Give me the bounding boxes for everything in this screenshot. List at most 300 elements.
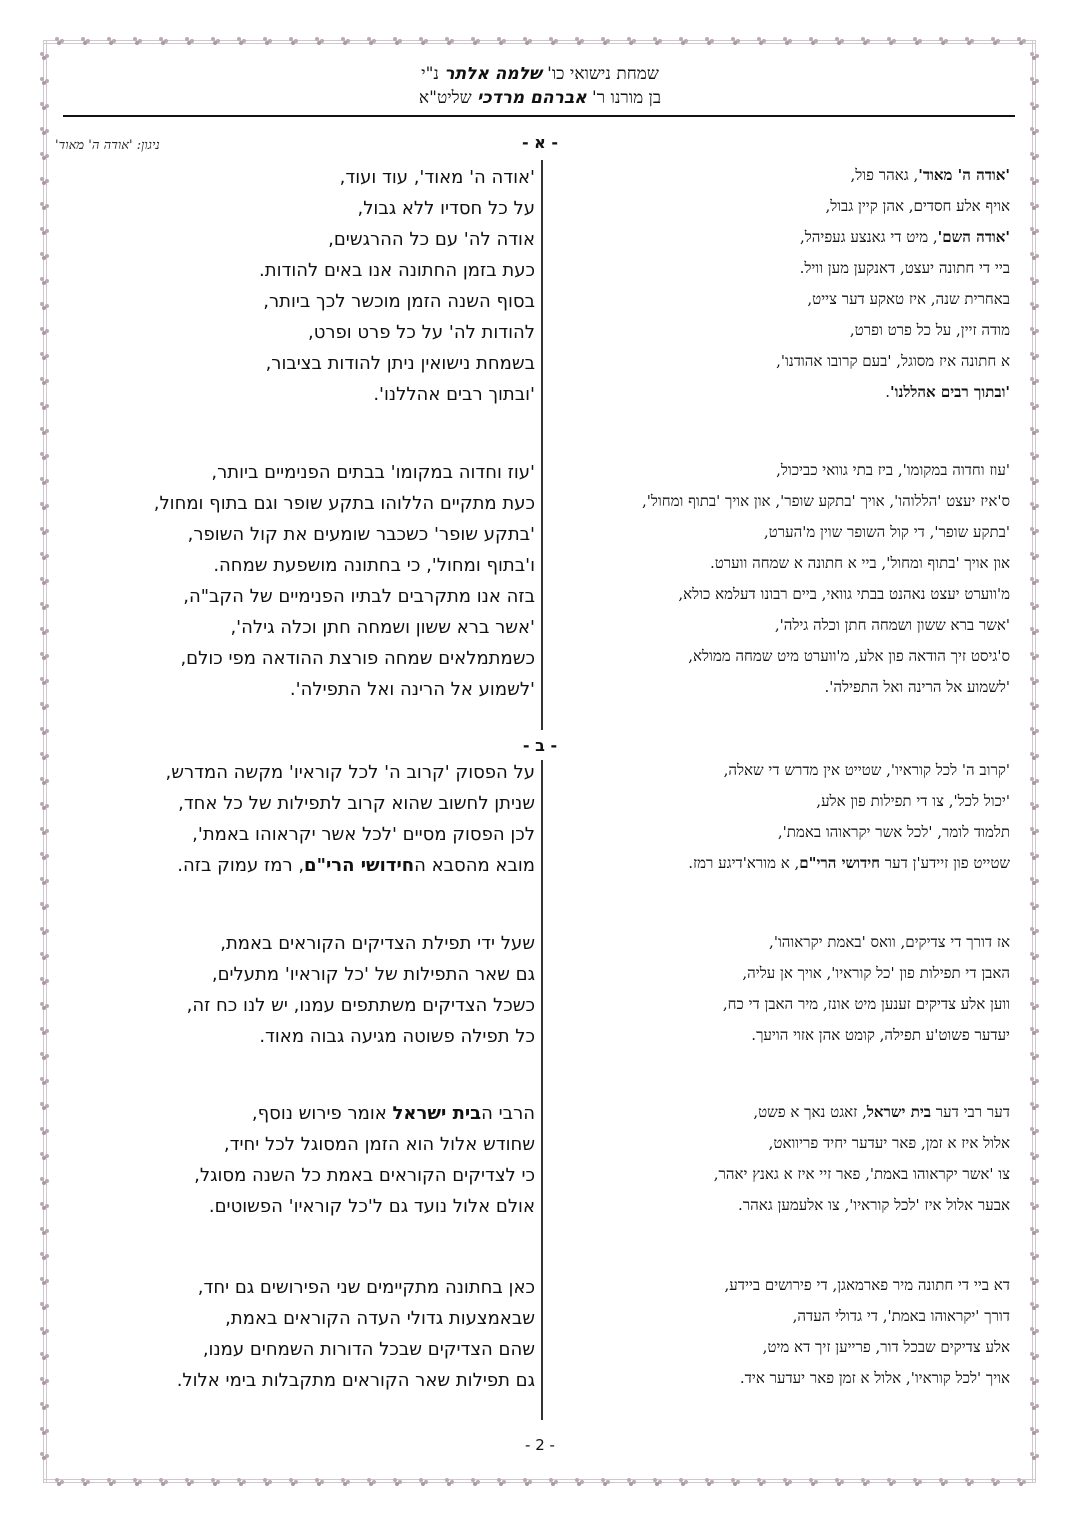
ornament-icon bbox=[1030, 1127, 1039, 1135]
line-text: מ'ווערט יעצט נאהנט בבתי גוואי, ביים רבונו דעלמא כולא, bbox=[678, 585, 1010, 603]
yiddish-stanza-4 bbox=[540, 927, 1010, 1051]
ornament-icon bbox=[939, 1478, 948, 1486]
ornament-icon bbox=[1030, 902, 1039, 910]
ornament-icon bbox=[1017, 1478, 1026, 1486]
line-text: שניתן לחשוב שהוא קרוב לתפילות של כל אחד, bbox=[178, 793, 535, 814]
ornament-icon bbox=[40, 1327, 49, 1335]
ornament-icon bbox=[40, 177, 49, 185]
ornament-icon bbox=[1030, 602, 1039, 610]
yiddish-line bbox=[540, 548, 1010, 579]
ornament-icon bbox=[185, 37, 194, 45]
line-text: אז דורך די צדיקים, וואס 'באמת יקראוהו', bbox=[769, 933, 1010, 951]
ornament-icon bbox=[1030, 1352, 1039, 1360]
ornament-icon bbox=[40, 502, 49, 510]
ornament-icon bbox=[159, 37, 168, 45]
ornament-icon bbox=[263, 1478, 272, 1486]
line-text: אויף אלע חסדים, אהן קיין גבול, bbox=[825, 197, 1010, 215]
ornament-icon bbox=[40, 852, 49, 860]
yiddish-line bbox=[540, 958, 1010, 989]
line-text: אומר פירוש נוסף, bbox=[251, 1103, 393, 1124]
ornament-icon bbox=[1030, 102, 1039, 110]
ornament-icon bbox=[549, 1478, 558, 1486]
ornament-icon bbox=[1030, 1302, 1039, 1310]
yiddish-line bbox=[540, 786, 1010, 817]
ornament-icon bbox=[1030, 277, 1039, 285]
ornament-icon bbox=[575, 1478, 584, 1486]
line-text: האבן די תפילות פון 'כל קוראיו', אויך אן עליה, bbox=[742, 964, 1010, 982]
yiddish-line bbox=[540, 1332, 1010, 1363]
ornament-icon bbox=[40, 1252, 49, 1260]
line-text: 'יכול לכל', צו די תפילות פון אלע, bbox=[816, 792, 1010, 810]
yiddish-stanza-5 bbox=[540, 1097, 1010, 1221]
hebrew-line: כעת מתקיים הללוהו בתקע שופר וגם בתוף ומחול, bbox=[153, 493, 535, 514]
ornament-icon bbox=[40, 252, 49, 260]
ornament-icon bbox=[40, 227, 49, 235]
hebrew-stanza-5 bbox=[55, 1098, 535, 1222]
line-text: אויך 'לכל קוראיו', אלול א זמן פאר יעדער איד. bbox=[739, 1369, 1010, 1387]
ornament-icon bbox=[1030, 502, 1039, 510]
ornament-icon bbox=[965, 1478, 974, 1486]
section-marker-alef: - א - bbox=[521, 133, 559, 152]
line-text: ביי די חתונה יעצט, דאנקען מען וויל. bbox=[799, 259, 1010, 277]
hebrew-line: כל תפילה פשוטה מגיעה גבוה מאוד. bbox=[259, 1026, 535, 1047]
ornament-icon bbox=[1030, 1277, 1039, 1285]
ornament-icon bbox=[1030, 827, 1039, 835]
line-text: לכן הפסוק מסיים 'לכל אשר יקראוהו באמת', bbox=[192, 824, 535, 845]
ornament-icon bbox=[393, 1478, 402, 1486]
ornament-icon bbox=[445, 37, 454, 45]
yiddish-line bbox=[540, 455, 1010, 486]
line-text: . bbox=[885, 383, 891, 401]
ornament-icon bbox=[40, 952, 49, 960]
hebrew-stanza-1 bbox=[55, 162, 535, 410]
line-text: , א מורא'דיגע רמז. bbox=[688, 854, 800, 872]
line-text: יעדער פשוט'ע תפילה, קומט אהן אזוי הויעך. bbox=[751, 1026, 1010, 1044]
header-line-1-prefix: שמחת נישואי כו' bbox=[541, 64, 659, 84]
yiddish-line bbox=[540, 579, 1010, 610]
ornament-icon bbox=[40, 802, 49, 810]
ornament-icon bbox=[705, 1478, 714, 1486]
page-number: - 2 - bbox=[525, 1436, 555, 1454]
yiddish-line bbox=[540, 672, 1010, 703]
ornament-icon bbox=[653, 37, 662, 45]
ornament-icon bbox=[1030, 77, 1039, 85]
hebrew-line: שהם הצדיקים שבכל הדורות השמחים עמנו, bbox=[202, 1339, 535, 1360]
header-line-2-prefix: בן מורנו ר' bbox=[586, 88, 662, 108]
ornament-icon bbox=[40, 552, 49, 560]
ornament-icon bbox=[40, 927, 49, 935]
ornament-icon bbox=[1030, 702, 1039, 710]
ornament-icon bbox=[1030, 852, 1039, 860]
ornament-icon bbox=[471, 1478, 480, 1486]
hebrew-line: שבאמצעות גדולי העדה הקוראים באמת, bbox=[225, 1308, 535, 1329]
header-divider-rule bbox=[63, 115, 1015, 117]
bold-emphasis: חידושי הרי"ם bbox=[799, 854, 881, 872]
yiddish-line bbox=[540, 222, 1010, 253]
ornament-icon bbox=[1030, 1027, 1039, 1035]
hebrew-line: בשמחת נישואין ניתן להודות בציבור, bbox=[265, 353, 535, 374]
yiddish-line bbox=[540, 848, 1010, 879]
yiddish-line bbox=[540, 253, 1010, 284]
ornament-icon bbox=[445, 1478, 454, 1486]
ornament-icon bbox=[1030, 577, 1039, 585]
ornament-icon bbox=[237, 1478, 246, 1486]
ornament-icon bbox=[497, 37, 506, 45]
ornament-icon bbox=[1030, 1227, 1039, 1235]
hebrew-line: כשמתמלאים שמחה פורצת ההודאה מפי כולם, bbox=[180, 648, 535, 669]
hebrew-stanza-3 bbox=[55, 757, 535, 881]
hebrew-line: כשכל הצדיקים משתתפים עמנו, יש לנו כח זה, bbox=[186, 995, 535, 1016]
ornament-icon bbox=[1030, 1177, 1039, 1185]
ornament-icon bbox=[835, 1478, 844, 1486]
ornament-icon bbox=[237, 37, 246, 45]
ornament-icon bbox=[497, 1478, 506, 1486]
hebrew-line: על כל חסדיו ללא גבול, bbox=[357, 198, 535, 219]
bold-emphasis: 'אודה ה' מאוד' bbox=[918, 166, 1010, 184]
ornament-icon bbox=[887, 1478, 896, 1486]
ornament-icon bbox=[107, 1478, 116, 1486]
hebrew-line bbox=[55, 1098, 535, 1129]
yiddish-line bbox=[540, 1190, 1010, 1221]
ornament-icon bbox=[575, 37, 584, 45]
hebrew-line: 'אשר ברא ששון ושמחה חתן וכלה גילה', bbox=[230, 617, 535, 638]
ornament-icon bbox=[40, 652, 49, 660]
yiddish-line bbox=[540, 641, 1010, 672]
yiddish-line bbox=[540, 1270, 1010, 1301]
ornament-icon bbox=[341, 1478, 350, 1486]
ornament-icon bbox=[159, 1478, 168, 1486]
hebrew-line: כאן בחתונה מתקיימים שני הפירושים גם יחד, bbox=[197, 1277, 535, 1298]
hebrew-line bbox=[55, 757, 535, 788]
yiddish-line bbox=[540, 755, 1010, 786]
line-text: ס'גיסט זיך הודאה פון אלע, מ'ווערט מיט שמחה ממולא, bbox=[688, 647, 1010, 665]
ornament-icon bbox=[40, 702, 49, 710]
hebrew-line: בזה אנו מתקרבים לבתיו הפנימיים של הקב"ה, bbox=[183, 586, 535, 607]
ornament-icon bbox=[40, 77, 49, 85]
ornament-icon bbox=[757, 37, 766, 45]
line-text: , רמז עמוק בזה. bbox=[177, 855, 305, 876]
ornament-icon bbox=[1030, 352, 1039, 360]
ornament-icon bbox=[1030, 377, 1039, 385]
ornament-icon bbox=[1030, 477, 1039, 485]
ornament-icon bbox=[40, 527, 49, 535]
header-line-2 bbox=[60, 86, 1020, 110]
bold-emphasis: בית ישראל bbox=[392, 1103, 482, 1124]
ornament-icon bbox=[1030, 527, 1039, 535]
yiddish-stanza-3 bbox=[540, 755, 1010, 879]
line-text: אולם אלול נועד גם ל'כל קוראיו' הפשוטים. bbox=[208, 1196, 535, 1217]
hebrew-line: 'אודה ה' מאוד', עוד ועוד, bbox=[339, 167, 535, 188]
ornament-icon bbox=[1030, 802, 1039, 810]
line-text: 'קרוב ה' לכל קוראיו', שטייט אין מדרש די שאלה, bbox=[723, 761, 1010, 779]
ornament-icon bbox=[1030, 1152, 1039, 1160]
line-text: 'אשר ברא ששון ושמחה חתן וכלה גילה', bbox=[774, 616, 1010, 634]
ornament-icon bbox=[40, 1427, 49, 1435]
ornament-icon bbox=[1030, 202, 1039, 210]
hebrew-line: גם תפילות שאר הקוראים מתקבלות בימי אלול. bbox=[176, 1370, 535, 1391]
ornament-icon bbox=[40, 777, 49, 785]
yiddish-line bbox=[540, 610, 1010, 641]
ornament-icon bbox=[341, 37, 350, 45]
ornament-icon bbox=[627, 37, 636, 45]
ornament-icon bbox=[1030, 302, 1039, 310]
line-text: 'בתקע שופר', די קול השופר שוין מ'הערט, bbox=[763, 523, 1010, 541]
ornament-icon bbox=[1017, 37, 1026, 45]
ornament-icon bbox=[939, 37, 948, 45]
line-text: מובא מהסבא ה bbox=[414, 855, 535, 876]
ornament-icon bbox=[40, 1402, 49, 1410]
yiddish-line bbox=[540, 377, 1010, 408]
document-header bbox=[60, 62, 1020, 110]
yiddish-line bbox=[540, 517, 1010, 548]
ornament-icon bbox=[55, 1478, 64, 1486]
ornament-icon bbox=[809, 1478, 818, 1486]
ornament-icon bbox=[40, 102, 49, 110]
ornament-icon bbox=[211, 37, 220, 45]
ornament-icon bbox=[40, 727, 49, 735]
ornament-icon bbox=[40, 1102, 49, 1110]
ornament-icon bbox=[965, 37, 974, 45]
hebrew-stanza-6 bbox=[55, 1272, 535, 1396]
hebrew-stanza-2 bbox=[55, 457, 535, 705]
ornament-icon bbox=[315, 37, 324, 45]
ornament-icon bbox=[315, 1478, 324, 1486]
ornament-icon bbox=[40, 352, 49, 360]
yiddish-line bbox=[540, 817, 1010, 848]
hebrew-line: 'עוז וחדוה במקומו' בבתים הפנימיים ביותר, bbox=[211, 462, 535, 483]
tune-label: ניגון: 'אודה ה' מאוד' bbox=[55, 138, 160, 153]
ornament-icon bbox=[40, 402, 49, 410]
ornament-icon bbox=[40, 327, 49, 335]
bold-emphasis: חידושי הרי"ם bbox=[304, 855, 415, 876]
hebrew-line: שעל ידי תפילת הצדיקים הקוראים באמת, bbox=[220, 933, 535, 954]
ornament-icon bbox=[601, 1478, 610, 1486]
line-text: תלמוד לומר, 'לכל אשר יקראוהו באמת', bbox=[777, 823, 1010, 841]
line-text: ס'איז יעצט 'הללוהו', אויך 'בתקע שופר', און אויך 'בתוף ומחול', bbox=[641, 492, 1010, 510]
ornament-icon bbox=[1030, 627, 1039, 635]
ornament-icon bbox=[705, 37, 714, 45]
groom-name: שלמה אלתר bbox=[444, 64, 542, 84]
yiddish-line bbox=[540, 486, 1010, 517]
ornament-icon bbox=[393, 37, 402, 45]
line-text: הרבי ה bbox=[481, 1103, 535, 1124]
ornament-icon bbox=[40, 1077, 49, 1085]
line-text: 'לשמוע אל הרינה ואל התפילה'. bbox=[824, 678, 1010, 696]
ornament-icon bbox=[40, 1377, 49, 1385]
ornament-icon bbox=[1030, 1327, 1039, 1335]
yiddish-line bbox=[540, 315, 1010, 346]
ornament-icon bbox=[40, 302, 49, 310]
ornament-icon bbox=[40, 977, 49, 985]
hebrew-line: להודות לה' על כל פרט ופרט, bbox=[307, 322, 535, 343]
ornament-icon bbox=[1030, 402, 1039, 410]
ornament-icon bbox=[731, 37, 740, 45]
line-text: אלול איז א זמן, פאר יעדער יחיד פריוואט, bbox=[768, 1134, 1010, 1152]
ornament-icon bbox=[40, 1227, 49, 1235]
ornament-icon bbox=[1030, 552, 1039, 560]
ornament-icon bbox=[40, 1002, 49, 1010]
hebrew-line: כעת בזמן החתונה אנו באים להודות. bbox=[259, 260, 535, 281]
ornament-icon bbox=[523, 37, 532, 45]
ornament-icon bbox=[627, 1478, 636, 1486]
ornament-icon bbox=[1030, 452, 1039, 460]
ornament-icon bbox=[40, 1352, 49, 1360]
ornament-icon bbox=[1030, 952, 1039, 960]
line-text: מודה זיין, על כל פרט ופרט, bbox=[849, 321, 1010, 339]
line-text: אבער אלול איז 'לכל קוראיו', צו אלעמען גאהר. bbox=[738, 1196, 1010, 1214]
ornament-icon bbox=[653, 1478, 662, 1486]
ornament-icon bbox=[913, 1478, 922, 1486]
ornament-icon bbox=[913, 37, 922, 45]
ornament-icon bbox=[679, 1478, 688, 1486]
yiddish-line bbox=[540, 346, 1010, 377]
ornament-icon bbox=[1030, 977, 1039, 985]
line-text: באחרית שנה, איז טאקע דער צייט, bbox=[807, 290, 1010, 308]
line-text: אלע צדיקים שבכל דור, פרייען זיך דא מיט, bbox=[762, 1338, 1010, 1356]
yiddish-line bbox=[540, 1097, 1010, 1128]
ornament-icon bbox=[1030, 777, 1039, 785]
ornament-icon bbox=[133, 37, 142, 45]
bold-emphasis: בית ישראל bbox=[866, 1103, 932, 1121]
ornament-icon bbox=[1030, 1252, 1039, 1260]
header-line-1-suffix: נ"י bbox=[421, 64, 445, 84]
yiddish-line bbox=[540, 1128, 1010, 1159]
ornament-icon bbox=[185, 1478, 194, 1486]
hebrew-line bbox=[55, 1160, 535, 1191]
yiddish-line bbox=[540, 160, 1010, 191]
yiddish-line bbox=[540, 1363, 1010, 1394]
ornament-icon bbox=[783, 37, 792, 45]
ornament-icon bbox=[1030, 252, 1039, 260]
ornament-icon bbox=[81, 37, 90, 45]
line-text: דא ביי די חתונה מיר פארמאגן, די פירושים ביידע, bbox=[724, 1276, 1010, 1294]
ornament-icon bbox=[40, 427, 49, 435]
ornament-icon bbox=[289, 37, 298, 45]
ornament-icon bbox=[40, 377, 49, 385]
hebrew-line: 'לשמוע אל הרינה ואל התפילה'. bbox=[289, 679, 535, 700]
line-text: דער רבי דער bbox=[931, 1103, 1010, 1121]
ornament-icon bbox=[367, 37, 376, 45]
ornament-icon bbox=[1030, 177, 1039, 185]
yiddish-line bbox=[540, 1301, 1010, 1332]
ornament-icon bbox=[81, 1478, 90, 1486]
ornament-icon bbox=[40, 677, 49, 685]
line-text: שחודש אלול הוא הזמן המסוגל לכל יחיד, bbox=[223, 1134, 535, 1155]
ornament-icon bbox=[1030, 1202, 1039, 1210]
line-text: און אויך 'בתוף ומחול', ביי א חתונה א שמחה ווערט. bbox=[709, 554, 1010, 572]
hebrew-line: גם שאר התפילות של 'כל קוראיו' מתעלים, bbox=[211, 964, 535, 985]
ornament-icon bbox=[40, 1027, 49, 1035]
ornament-icon bbox=[40, 877, 49, 885]
ornament-icon bbox=[861, 37, 870, 45]
ornament-icon bbox=[40, 627, 49, 635]
ornament-icon bbox=[1030, 152, 1039, 160]
ornament-icon bbox=[1030, 727, 1039, 735]
ornament-icon bbox=[107, 37, 116, 45]
ornament-icon bbox=[419, 1478, 428, 1486]
ornament-icon bbox=[783, 1478, 792, 1486]
ornament-icon bbox=[40, 1277, 49, 1285]
ornament-icon bbox=[133, 1478, 142, 1486]
ornament-icon bbox=[40, 1052, 49, 1060]
hebrew-line bbox=[55, 788, 535, 819]
hebrew-line bbox=[55, 850, 535, 881]
bold-emphasis: 'אודה השם' bbox=[937, 228, 1010, 246]
yiddish-line bbox=[540, 191, 1010, 222]
line-text: על הפסוק 'קרוב ה' לכל קוראיו' מקשה המדרש, bbox=[165, 762, 535, 783]
ornament-icon bbox=[809, 37, 818, 45]
ornament-icon bbox=[1030, 327, 1039, 335]
ornament-icon bbox=[887, 37, 896, 45]
ornament-icon bbox=[679, 37, 688, 45]
ornament-icon bbox=[1030, 1102, 1039, 1110]
ornament-icon bbox=[861, 1478, 870, 1486]
ornament-icon bbox=[835, 37, 844, 45]
line-text: ווען אלע צדיקים זענען מיט אונז, מיר האבן די כח, bbox=[722, 995, 1010, 1013]
ornament-icon bbox=[40, 577, 49, 585]
ornament-icon bbox=[1030, 227, 1039, 235]
line-text: 'עוז וחדוה במקומו', ביז בתי גוואי כביכול, bbox=[776, 461, 1010, 479]
ornament-icon bbox=[1030, 927, 1039, 935]
ornament-icon bbox=[40, 602, 49, 610]
hebrew-line: ו'בתוף ומחול', כי בחתונה מושפעת שמחה. bbox=[213, 555, 535, 576]
hebrew-line: אודה לה' עם כל ההרגשים, bbox=[328, 229, 535, 250]
ornament-icon bbox=[40, 1302, 49, 1310]
ornament-icon bbox=[40, 202, 49, 210]
ornament-icon bbox=[1030, 877, 1039, 885]
yiddish-stanza-2 bbox=[540, 455, 1010, 703]
hebrew-line: 'בתקע שופר' כשכבר שומעים את קול השופר, bbox=[187, 524, 535, 545]
yiddish-line bbox=[540, 927, 1010, 958]
ornament-icon bbox=[419, 37, 428, 45]
line-text: , מיט די גאנצע געפיהל, bbox=[799, 228, 938, 246]
ornament-icon bbox=[1030, 1427, 1039, 1435]
header-line-1 bbox=[60, 62, 1020, 86]
bold-emphasis: 'ובתוך רבים אהללנו' bbox=[890, 383, 1010, 401]
hebrew-line bbox=[55, 1129, 535, 1160]
ornament-icon bbox=[40, 1152, 49, 1160]
line-text: , גאהר פול, bbox=[850, 166, 919, 184]
ornament-icon bbox=[757, 1478, 766, 1486]
yiddish-line bbox=[540, 989, 1010, 1020]
yiddish-stanza-6 bbox=[540, 1270, 1010, 1394]
ornament-icon bbox=[601, 37, 610, 45]
ornament-icon bbox=[991, 37, 1000, 45]
hebrew-line: בסוף השנה הזמן מוכשר לכך ביותר, bbox=[263, 291, 535, 312]
ornament-icon bbox=[1030, 652, 1039, 660]
ornament-icon bbox=[55, 37, 64, 45]
ornament-icon bbox=[40, 477, 49, 485]
yiddish-line bbox=[540, 1020, 1010, 1051]
ornament-icon bbox=[523, 1478, 532, 1486]
ornament-icon bbox=[289, 1478, 298, 1486]
ornament-icon bbox=[1030, 677, 1039, 685]
ornament-icon bbox=[40, 277, 49, 285]
ornament-icon bbox=[211, 1478, 220, 1486]
father-name: אברהם מרדכי bbox=[477, 88, 587, 108]
ornament-icon bbox=[991, 1478, 1000, 1486]
yiddish-line bbox=[540, 1159, 1010, 1190]
ornament-icon bbox=[1030, 1052, 1039, 1060]
line-text: כי לצדיקים הקוראים באמת כל השנה מסוגל, bbox=[194, 1165, 535, 1186]
hebrew-line bbox=[55, 819, 535, 850]
ornament-icon bbox=[549, 37, 558, 45]
ornament-icon bbox=[1030, 1402, 1039, 1410]
ornament-icon bbox=[40, 827, 49, 835]
line-text: שטייט פון זיידע'ן דער bbox=[880, 854, 1010, 872]
hebrew-line: 'ובתוך רבים אהללנו'. bbox=[373, 384, 535, 405]
ornament-icon bbox=[40, 152, 49, 160]
